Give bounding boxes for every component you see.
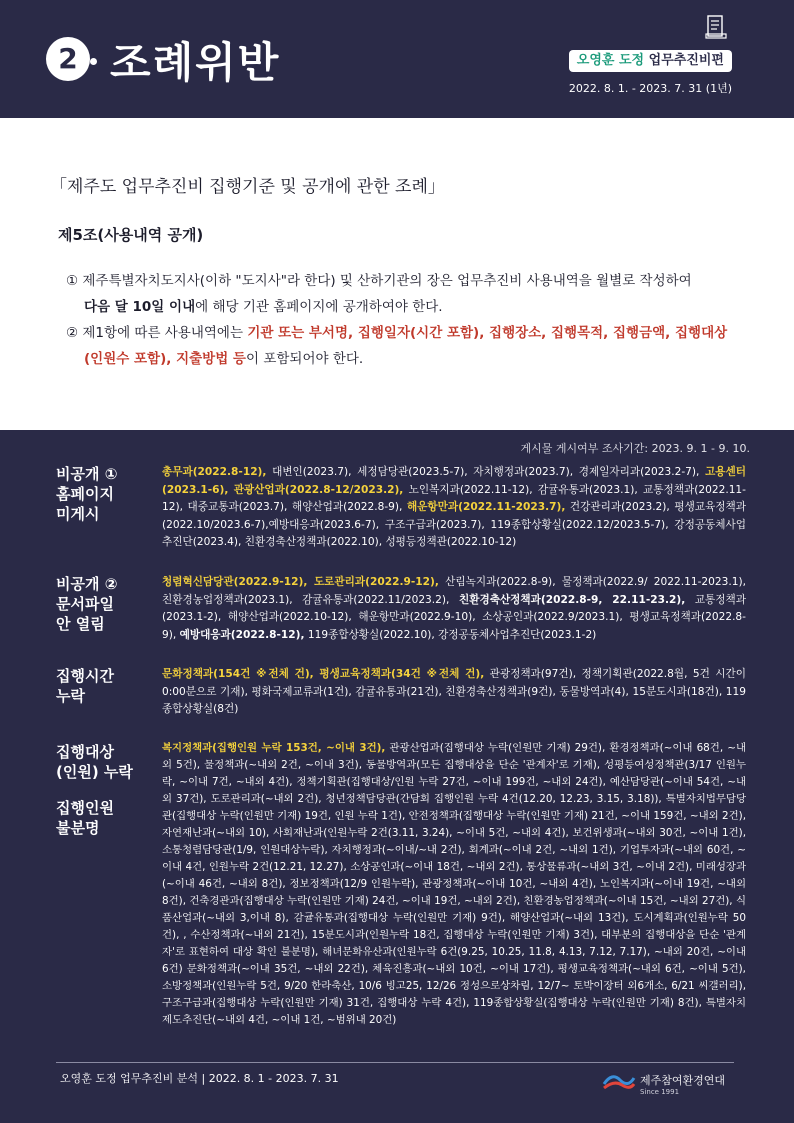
- row-label-private-1: [56, 464, 156, 524]
- clause-2: [66, 320, 746, 372]
- row-text-private-2: [162, 574, 746, 644]
- text: 관광산업과(집행대상 누락(인원만 기재) 29건), 환경정책과(~이내 68건, ~내외 5건), 물정책과(~내외 2건, ~이내 3건), 동물방역과(모든 집행대상을 단순 '관계자'로 기재), 성평등여성정책관(3/17 인원누락, ~이내 7건, ~내외 4건), 정책기획관(집행대상/인원 누락 27건, ~이내 199건, ~내외 24건), 예산담당관(~이내 54건, ~내외 37건), 도로관리과(~내외 2건), 청년정책담당관(간담회 집행인원 누락 4건(12.20, 12.23, 3.15, 3.18)), 특별자치법무담당관(집행대상 누락(인원만 기재) 19건, 인원 누락 1건), 안전정책과(집행대상 누락(인원만 기재) 21건, ~이내 159건, ~내외 2건), 자연재난과(~내외 10), 사회재난과(인원누락 2건(3.11, 3.24), ~이내 5건, ~내외 4건), 보건위생과(~내외 30건, ~이내 1건), 소통청렴담당관(1/9, 인원대상누락), 자치행정과(~이내/~내 2건), 회계과(~이내 2건, ~내외 1건), 기업투자과(~내외 60건, ~이내 4건, 인원누락 2건(12.21, 12.27), 소상공인과(~이내 18건, ~내외 2건), 통상물류과(~내외 3건, ~이내 2건), 미래성장과(~이내 46건, ~내외 8건), 정보정책과(12/9 인원누락), 관광정책과(~이내 10건, ~내외 4건), 노인복지과(~이내 19건, ~내외 8건), 건축경관과(집행대상 누락(인원만 기재) 24건, ~이내 19건, ~내외 2건), 친환경농업정책과(~이내 15건, ~내외 27건), 식품산업과(~내외 3,이내 8), 감귤유통과(집행대상 누락(인원만 기재) 9건), 해양산업과(~내외 13건), 도시계획과(인원누락 50건), , 수산정책과(~내외 21건), 15분도시과(인원누락 18건, 집행대상 누락(인원만 기재) 3건), 대부분의 집행대상을 단순 '관계자'로 표현하여 대상 확인 불분명), 해녀문화유산과(인원누락 6건(9.25, 10.25, 11.8, 4.13, 7.12, 7.17), ~내외 20건, ~이내 6건) 문화정책과(~이내 35건, ~내외 22건), 체육진흥과(~내외 10건, ~이내 17건), 평생교육정책과(~내외 6건, ~이내 5건), 소방정책과(인원누락 5건, 9/20 한라축산, 10/6 빙고25, 12/26 정성으로상차림, 12/7~ 토박이장터 외6개소, 6/21 씨갤러리), 구조구급과(집행대상 누락(인원만 기재) 31건, 집행대상 누락 4건), 119종합상황실(집행대상 누락(인원만 기재) 8건), 특별자치제도추진단(~내외 4건, ~이내 1건, ~범위내 20건): [162, 742, 747, 1026]
- highlight: 고용센터(2023.1-6),: [162, 466, 746, 496]
- label-line: 집행인원: [56, 799, 114, 817]
- label-line: 집행대상: [56, 743, 114, 761]
- bold-text: 친환경축산정책과(2022.8-9, 22.11-23.2),: [459, 593, 686, 606]
- text: 노인복지과(2022.11-12), 감귤유통과(2023.1), 교통정책과(2022.11-12), 대중교통과(2023.7), 해양산업과(2022.8-9),: [162, 483, 746, 513]
- row-text-private-1: [162, 464, 746, 552]
- badge-highlight: 오영훈 도정: [576, 53, 645, 68]
- clause-2-text: ② 제1항에 따른 사용내역에는: [66, 325, 248, 341]
- text: 산림녹지과(2022.8-9), 물정책과(2022.9/ 2022.11-2023.1), 친환경농업정책과(2023.1), 감귤유통과(2022.11/2023.2),: [162, 576, 747, 606]
- text: 건강관리과(2023.2), 평생교육정책과(2022.10/2023.6-7),예방대응과(2023.6-7), 구조구급과(2023.7), 119종합상황실(2022.12/2023.5-7), 강정공동체사업추진단(2023.4), 친환경축산정책과(2022.10), 성평등정책관(2022.10-12): [162, 501, 746, 548]
- row-text-target-missing: [162, 740, 746, 1029]
- clause-1-text: ① 제주특별자치도지사(이하 "도지사"라 한다) 및 산하기관의 장은 업무추진비 사용내역을 월별로 작성하여: [66, 273, 692, 289]
- highlight: 해운항만과(2022.11-2023.7),: [406, 501, 566, 513]
- article-heading: 제5조(사용내역 공개): [58, 226, 204, 244]
- section-number: 2: [46, 37, 90, 81]
- section-number-dot: [90, 58, 97, 65]
- clause-1-bold: 다음 달 10일 이내: [84, 299, 196, 315]
- footer-divider: [56, 1062, 734, 1063]
- violations-section: [0, 430, 794, 1123]
- highlight: 문화정책과(154건 ※전체 건), 평생교육정책과(34건 ※전체 건),: [162, 668, 485, 680]
- highlight: 복지정책과(집행인원 누락 153건, ~이내 3건),: [162, 742, 386, 754]
- highlight: 총무과(2022.8-12),: [162, 466, 267, 478]
- label-line: 홈페이지: [56, 485, 114, 503]
- clause-1-end: 에 해당 기관 홈페이지에 공개하여야 한다.: [195, 299, 443, 315]
- highlight: 관광산업과(2022.8-12/2023.2),: [233, 483, 404, 496]
- highlight: 청렴혁신담당관(2022.9-12), 도로관리과(2022.9-12),: [162, 576, 439, 588]
- row-label-time-missing: [56, 666, 156, 706]
- row-text-time-missing: [162, 666, 746, 719]
- period-text: 2022. 8. 1. - 2023. 7. 31 (1년): [568, 82, 732, 95]
- text: 대변인(2023.7), 세정담당관(2023.5-7), 자치행정과(2023.7), 경제일자리과(2023.2-7),: [266, 466, 706, 478]
- label-line: 비공개 ①: [56, 465, 118, 483]
- organization-since: Since 1991: [640, 1088, 680, 1096]
- text: 교통정책과(2023.1-2), 해양산업과(2022.10-12), 해운항만과(2022.9-10), 소상공인과(2022.9/2023.1), 평생교육정책과(2022.8-9),: [162, 593, 746, 641]
- label-line: 문서파일: [56, 595, 114, 613]
- label-line: 미게시: [56, 505, 100, 523]
- survey-period: 게시물 게시여부 조사기간: 2023. 9. 1 - 9. 10.: [520, 442, 750, 455]
- label-line: (인원) 누락: [56, 763, 133, 781]
- text: 관광정책과(97건), 정책기획관(2022.8월, 5건 시간이 0:00분으로 기재), 평화국제교류과(1건), 감귤유통과(21건), 친환경축산정책과(9건), 동물방역과(4), 15분도시과(18건), 119종합상황실(8건): [162, 668, 746, 715]
- page-title: 조례위반: [110, 38, 281, 87]
- clause-2-emphasis-2: (인원수 포함), 지출방법 등: [84, 351, 246, 367]
- page-header: [0, 0, 794, 118]
- label-line: 안 열림: [56, 615, 105, 633]
- bold-text: 예방대응과(2022.8-12),: [179, 628, 305, 641]
- clause-1: [66, 268, 746, 320]
- clause-2-emphasis: 기관 또는 부서명, 집행일자(시간 포함), 집행장소, 집행목적, 집행금액, 집행대상: [247, 325, 728, 341]
- document-icon: [705, 14, 727, 40]
- footer-text: 오영훈 도정 업무추진비 분석 | 2022. 8. 1 - 2023. 7. 31: [60, 1072, 339, 1085]
- organization-logo-icon: [602, 1070, 636, 1092]
- badge-text: 업무추진비편: [648, 53, 724, 68]
- organization-name: 제주참여환경연대: [640, 1074, 726, 1087]
- label-line: 집행시간: [56, 667, 114, 685]
- label-line: 누락: [56, 687, 85, 705]
- text: 119종합상황실(2022.10), 강정공동체사업추진단(2023.1-2): [304, 628, 597, 641]
- label-line: 불분명: [56, 819, 100, 837]
- regulation-title: 「제주도 업무추진비 집행기준 및 공개에 관한 조례」: [50, 177, 445, 197]
- clause-2-end: 이 포함되어야 한다.: [245, 351, 364, 367]
- edition-badge: [569, 50, 732, 72]
- row-label-private-2: [56, 574, 156, 634]
- label-line: 비공개 ②: [56, 575, 118, 593]
- row-label-target-missing: [56, 742, 156, 838]
